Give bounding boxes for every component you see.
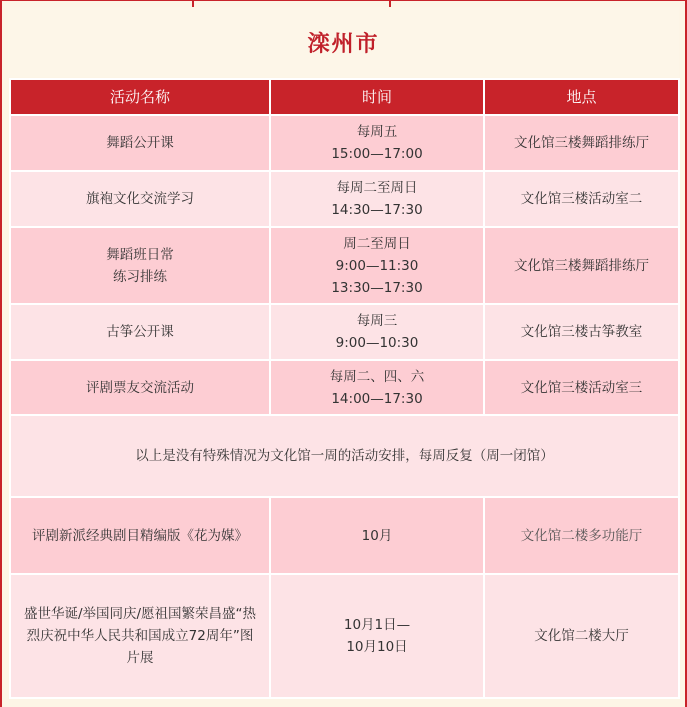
header-activity-name: 活动名称 bbox=[10, 79, 270, 115]
location-cell: 文化馆二楼大厅 bbox=[484, 574, 679, 698]
activity-name: 练习排练 bbox=[113, 268, 167, 285]
activity-name: 古筝公开课 bbox=[106, 324, 174, 340]
activity-name-cell bbox=[10, 574, 270, 698]
time-line: 10月1日— bbox=[343, 617, 411, 633]
time-line: 9:00—10:30 bbox=[335, 335, 419, 351]
time-cell bbox=[270, 497, 484, 574]
time-line: 每周二至周日 bbox=[336, 180, 418, 196]
table-row bbox=[10, 171, 679, 227]
time-cell bbox=[270, 115, 484, 171]
activity-name-cell bbox=[10, 497, 270, 574]
activity-name-cell bbox=[10, 115, 270, 171]
time-cell bbox=[270, 171, 484, 227]
time-line: 每周五 bbox=[356, 124, 398, 140]
header-location: 地点 bbox=[484, 79, 679, 115]
time-line: 10月10日 bbox=[346, 639, 408, 655]
schedule-table bbox=[9, 78, 680, 699]
time-cell bbox=[270, 227, 484, 304]
activity-name-cell bbox=[10, 227, 270, 304]
time-line: 9:00—11:30 bbox=[335, 257, 419, 274]
time-line: 14:30—17:30 bbox=[331, 202, 423, 218]
header-time: 时间 bbox=[270, 79, 484, 115]
activity-name: 烈庆祝中华人民共和国成立72周年”图 bbox=[26, 628, 254, 644]
activity-name: 旗袍文化交流学习 bbox=[86, 191, 194, 207]
schedule-note: 以上是没有特殊情况为文化馆一周的活动安排，每周反复（周一闭馆） bbox=[10, 415, 679, 497]
activity-name: 评剧新派经典剧目精编版《花为媒》 bbox=[32, 527, 248, 544]
table-row bbox=[10, 304, 679, 360]
table-header-row bbox=[10, 79, 679, 115]
location-cell: 文化馆三楼活动室三 bbox=[484, 360, 679, 415]
time-cell bbox=[270, 304, 484, 360]
location-cell: 文化馆三楼舞蹈排练厅 bbox=[484, 115, 679, 171]
table-row bbox=[10, 227, 679, 304]
location-cell: 文化馆三楼活动室二 bbox=[484, 171, 679, 227]
table-row bbox=[10, 574, 679, 698]
activity-name: 舞蹈班日常 bbox=[106, 246, 174, 263]
time-line: 13:30—17:30 bbox=[331, 279, 423, 296]
time-cell bbox=[270, 574, 484, 698]
activity-name-cell bbox=[10, 171, 270, 227]
table-row bbox=[10, 497, 679, 574]
time-line: 周二至周日 bbox=[343, 235, 411, 252]
time-line: 10月 bbox=[361, 527, 393, 544]
location-cell: 文化馆三楼古筝教室 bbox=[484, 304, 679, 360]
time-line: 14:00—17:30 bbox=[331, 390, 423, 407]
activity-name-cell bbox=[10, 360, 270, 415]
location-cell: 文化馆三楼舞蹈排练厅 bbox=[484, 227, 679, 304]
table-row bbox=[10, 115, 679, 171]
title-box bbox=[8, 7, 679, 77]
time-line: 每周三 bbox=[356, 313, 398, 329]
table-row bbox=[10, 360, 679, 415]
activity-name: 盛世华诞/举国同庆/愿祖国繁荣昌盛“热 bbox=[23, 606, 257, 622]
note-row bbox=[10, 415, 679, 497]
time-line: 每周二、四、六 bbox=[329, 368, 425, 385]
time-cell bbox=[270, 360, 484, 415]
page-title: 滦州市 bbox=[307, 31, 380, 57]
activity-name: 评剧票友交流活动 bbox=[86, 379, 194, 396]
location-cell: 文化馆二楼多功能厅 bbox=[484, 497, 679, 574]
activity-name: 舞蹈公开课 bbox=[106, 135, 174, 151]
time-line: 15:00—17:00 bbox=[331, 146, 423, 162]
activity-name-cell bbox=[10, 304, 270, 360]
activity-name: 片展 bbox=[126, 650, 154, 666]
